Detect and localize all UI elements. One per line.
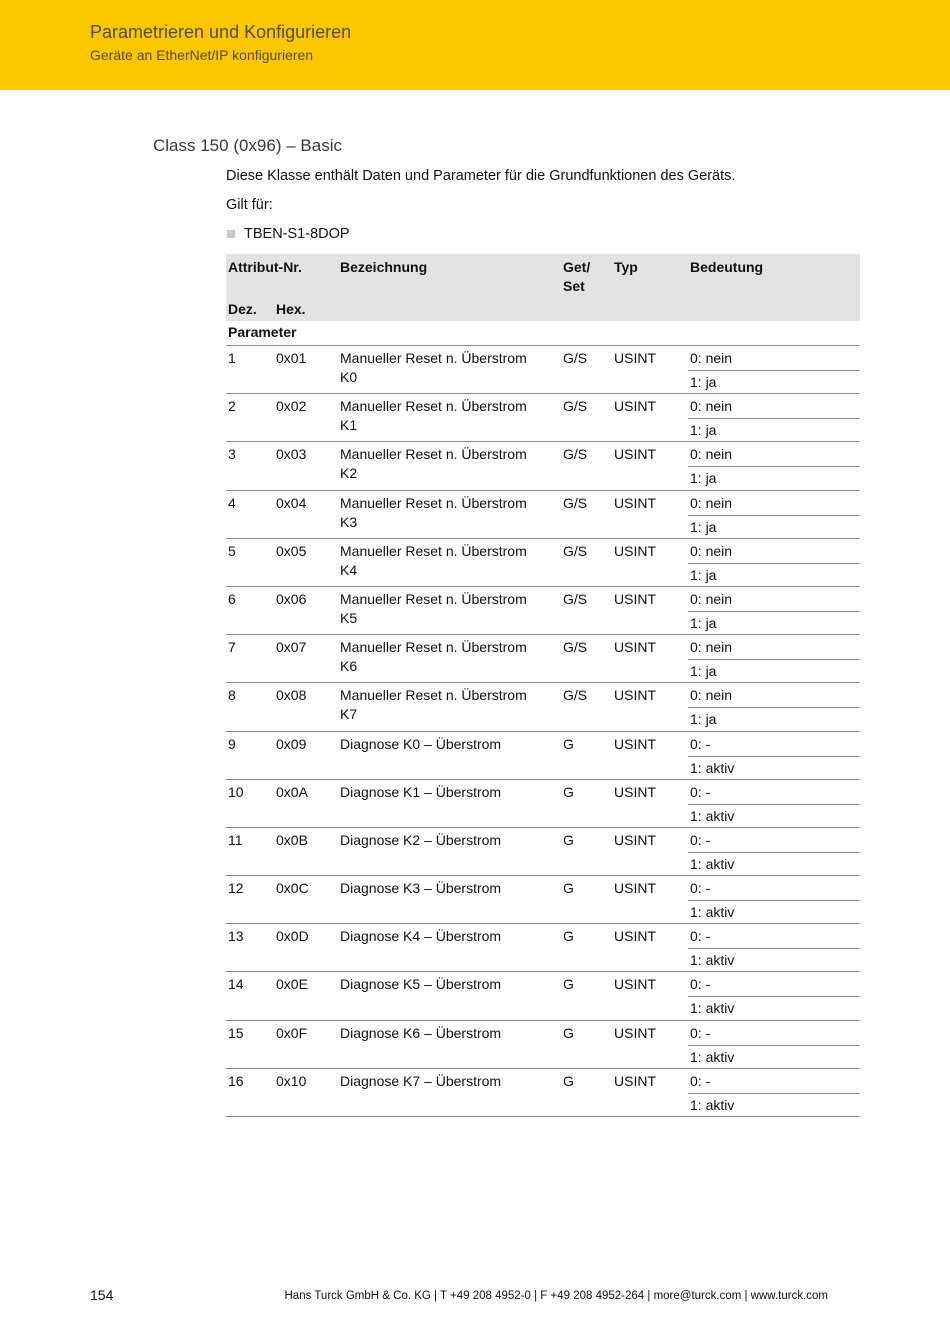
cell-divider [688,659,860,660]
section-label: Parameter [228,324,297,340]
header-dez: Dez. [228,301,257,317]
cell-hex: 0x04 [276,494,307,511]
cell-bezeichnung: Diagnose K3 – Überstrom [340,880,502,897]
cell-hex: 0x0E [276,976,308,993]
cell-typ: USINT [614,1072,656,1089]
page-number: 154 [90,1287,114,1303]
applies-to-label: Gilt für: [226,197,273,213]
cell-typ: USINT [614,350,656,366]
cell-bedeutung-1: 1: aktiv [690,1096,735,1113]
cell-getset: G/S [563,494,588,511]
cell-getset: G [563,1024,574,1041]
cell-hex: 0x0D [276,928,309,945]
cell-typ: USINT [614,446,656,463]
cell-dez: 13 [228,928,244,945]
cell-bedeutung-0: 0: - [690,783,711,800]
table-row [226,491,860,539]
cell-hex: 0x09 [276,735,307,752]
table-row [226,587,860,635]
cell-hex: 0x03 [276,446,307,463]
cell-bedeutung-0: 0: - [690,735,711,752]
header-attribut: Attribut-Nr. [228,259,302,275]
cell-typ: USINT [614,542,656,559]
cell-typ: USINT [614,735,656,752]
cell-dez: 12 [228,880,244,897]
cell-dez: 16 [228,1072,244,1089]
cell-bedeutung-0: 0: nein [690,590,733,607]
cell-dez: 7 [228,639,236,656]
cell-bedeutung-0: 0: - [690,1072,711,1089]
cell-getset: G/S [563,542,588,559]
cell-hex: 0x0C [276,880,309,897]
page-header [0,0,950,90]
cell-hex: 0x07 [276,639,307,656]
cell-hex: 0x0B [276,831,308,848]
header-subtitle: Geräte an EtherNet/IP konfigurieren [90,47,314,63]
cell-typ: USINT [614,783,656,800]
cell-hex: 0x10 [276,1072,307,1089]
bullet-text: TBEN-S1-8DOP [244,226,350,242]
bullet-item [227,226,350,242]
cell-bezeichnung: Manueller Reset n. Überstrom K7 [340,687,527,723]
cell-bedeutung-0: 0: - [690,831,711,848]
cell-hex: 0x06 [276,590,307,607]
cell-bezeichnung: Manueller Reset n. Überstrom K2 [340,446,527,482]
cell-divider [688,707,860,708]
cell-getset: G/S [563,350,588,366]
table-row [226,972,860,1020]
footer-contact: Hans Turck GmbH & Co. KG | T +49 208 4952-0 | F +49 208 4952-264 | more@turck.com | www.turck.com [284,1290,828,1302]
cell-bezeichnung: Diagnose K6 – Überstrom [340,1024,502,1041]
cell-bezeichnung: Manueller Reset n. Überstrom K6 [340,639,527,675]
header-set: Set [563,278,585,294]
cell-bedeutung-1: 1: aktiv [690,807,735,824]
cell-getset: G/S [563,687,588,704]
cell-bezeichnung: Manueller Reset n. Überstrom K5 [340,590,527,626]
table-row [226,780,860,828]
cell-bezeichnung: Manueller Reset n. Überstrom K4 [340,542,527,578]
cell-hex: 0x0A [276,783,308,800]
cell-typ: USINT [614,639,656,656]
cell-bedeutung-0: 0: nein [690,350,733,366]
cell-bedeutung-0: 0: - [690,1024,711,1041]
table-row [226,346,860,394]
cell-divider [688,611,860,612]
header-bezeichnung: Bezeichnung [340,259,428,275]
cell-bedeutung-1: 1: ja [690,711,717,728]
cell-bedeutung-1: 1: aktiv [690,1048,735,1065]
cell-typ: USINT [614,831,656,848]
cell-typ: USINT [614,880,656,897]
cell-hex: 0x08 [276,687,307,704]
table-row [226,635,860,683]
cell-typ: USINT [614,687,656,704]
cell-getset: G [563,783,574,800]
cell-bezeichnung: Diagnose K7 – Überstrom [340,1072,502,1089]
cell-hex: 0x05 [276,542,307,559]
cell-dez: 8 [228,687,236,704]
table-row [226,1069,860,1117]
cell-bedeutung-0: 0: - [690,928,711,945]
cell-dez: 9 [228,735,236,752]
cell-typ: USINT [614,590,656,607]
cell-dez: 4 [228,494,236,511]
cell-bedeutung-1: 1: aktiv [690,855,735,872]
cell-bedeutung-0: 0: nein [690,542,733,559]
section-title: Class 150 (0x96) – Basic [153,136,342,155]
cell-bezeichnung: Diagnose K5 – Überstrom [340,976,502,993]
cell-dez: 3 [228,446,236,463]
header-title: Parametrieren und Konfigurieren [90,22,352,42]
cell-bedeutung-1: 1: aktiv [690,904,735,921]
cell-divider [688,756,860,757]
table-row [226,539,860,587]
table-row [226,828,860,876]
cell-divider [688,948,860,949]
cell-divider [688,515,860,516]
section-row [226,321,860,346]
cell-dez: 15 [228,1024,244,1041]
cell-divider [688,1045,860,1046]
table-row [226,442,860,490]
cell-bedeutung-0: 0: nein [690,446,733,463]
table-row [226,876,860,924]
cell-divider [688,804,860,805]
cell-divider [688,900,860,901]
cell-getset: G/S [563,446,588,463]
intro-text: Diese Klasse enthält Daten und Parameter für die Grundfunktionen des Geräts. [226,168,736,184]
cell-dez: 6 [228,590,236,607]
cell-bedeutung-1: 1: aktiv [690,759,735,776]
table-body [226,346,860,1117]
table-row [226,732,860,780]
table-header [226,254,860,321]
cell-typ: USINT [614,976,656,993]
header-hex: Hex. [276,301,306,317]
cell-divider [688,466,860,467]
cell-divider [688,996,860,997]
header-typ: Typ [614,259,638,275]
cell-getset: G [563,880,574,897]
cell-bedeutung-0: 0: nein [690,687,733,704]
table-row [226,394,860,442]
cell-bedeutung-0: 0: nein [690,494,733,511]
cell-getset: G/S [563,398,588,415]
cell-getset: G/S [563,590,588,607]
cell-bezeichnung: Manueller Reset n. Überstrom K1 [340,398,527,434]
cell-bedeutung-1: 1: ja [690,470,717,487]
cell-hex: 0x0F [276,1024,308,1041]
cell-getset: G [563,928,574,945]
cell-divider [688,418,860,419]
cell-getset: G [563,735,574,752]
table-row [226,924,860,972]
cell-bedeutung-1: 1: ja [690,422,717,439]
cell-bedeutung-1: 1: ja [690,614,717,631]
cell-dez: 14 [228,976,244,993]
cell-bedeutung-0: 0: - [690,976,711,993]
cell-bezeichnung: Diagnose K2 – Überstrom [340,831,502,848]
cell-bedeutung-1: 1: aktiv [690,952,735,969]
cell-bedeutung-1: 1: ja [690,374,717,390]
cell-getset: G/S [563,639,588,656]
bullet-square-icon [227,230,235,238]
table-row [226,1021,860,1069]
cell-bedeutung-1: 1: aktiv [690,1000,735,1017]
cell-typ: USINT [614,928,656,945]
cell-bedeutung-0: 0: - [690,880,711,897]
cell-getset: G [563,1072,574,1089]
header-bedeutung: Bedeutung [690,259,764,275]
cell-bedeutung-1: 1: ja [690,518,717,535]
cell-getset: G [563,976,574,993]
header-get: Get/ [563,259,591,275]
cell-bedeutung-0: 0: nein [690,639,733,656]
cell-bezeichnung: Diagnose K4 – Überstrom [340,928,502,945]
cell-hex: 0x02 [276,398,307,415]
cell-divider [688,370,860,371]
cell-typ: USINT [614,398,656,415]
cell-dez: 5 [228,542,236,559]
cell-bezeichnung: Diagnose K0 – Überstrom [340,735,502,752]
cell-dez: 11 [228,831,243,848]
cell-getset: G [563,831,574,848]
cell-divider [688,1093,860,1094]
cell-bezeichnung: Manueller Reset n. Überstrom K0 [340,350,527,385]
table-row [226,683,860,731]
cell-bedeutung-0: 0: nein [690,398,733,415]
cell-dez: 10 [228,783,244,800]
cell-bedeutung-1: 1: ja [690,566,717,583]
cell-typ: USINT [614,1024,656,1041]
cell-bedeutung-1: 1: ja [690,663,717,680]
cell-hex: 0x01 [276,350,307,366]
cell-typ: USINT [614,494,656,511]
cell-dez: 2 [228,398,236,415]
cell-divider [688,852,860,853]
cell-bezeichnung: Diagnose K1 – Überstrom [340,783,502,800]
cell-divider [688,563,860,564]
cell-bezeichnung: Manueller Reset n. Überstrom K3 [340,494,527,530]
cell-dez: 1 [228,350,236,366]
attribute-table [226,254,860,1117]
